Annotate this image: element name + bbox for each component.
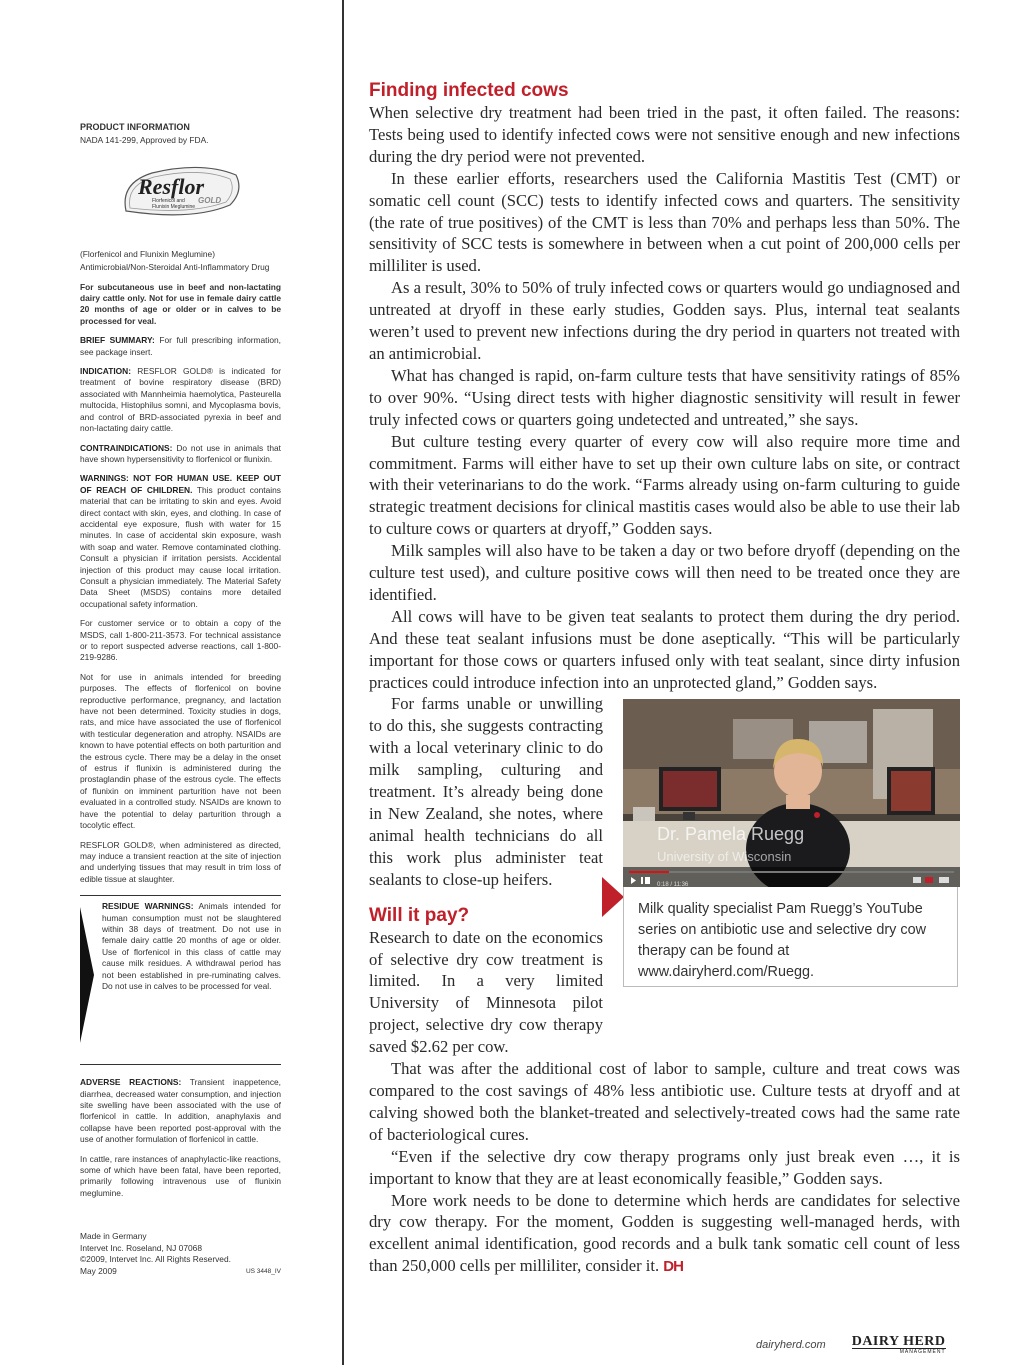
resflor-gold-logo <box>112 165 244 217</box>
drug-class: Antimicrobial/Non-Steroidal Anti-Inflammatory Drug <box>80 262 270 273</box>
heading-finding-infected-cows: Finding infected cows <box>369 80 569 101</box>
paragraph: In these earlier efforts, researchers used the California Mastitis Test (CMT) or somatic cell count (SCC) tests to identify infected cows and quarters. The sensitivity (the rate of true positives) of the CMT is less than 70% and perhaps less than 50%. The sensitivity of SCC tests is somewhere in between when a cut point of 200,000 cells per milliliter is used. <box>369 168 960 276</box>
paragraph-final <box>369 1190 960 1279</box>
residue-label: RESIDUE WARNINGS: <box>102 901 194 912</box>
residue-warnings <box>102 901 281 992</box>
issue-date: May 2009 <box>80 1265 117 1276</box>
paragraph: “Even if the selective dry cow therapy programs only just break even …, it is important to know that they are at least economically feasible,” Godden says. <box>369 1146 960 1188</box>
brand-sub: MANAGEMENT <box>852 1348 946 1355</box>
paragraph: Research to date on the economics of selective dry cow treatment is limited. In a very limited University of Minnesota pilot project, selective dry cow therapy saved $2.62 per cow. <box>369 927 603 1057</box>
manufacturer: Intervet Inc. Roseland, NJ 07068 <box>80 1242 202 1253</box>
contraindications-text: Do not use in animals that have shown hypersensitivity to florfenicol or flunixin. <box>80 442 281 464</box>
brief-summary <box>80 335 281 358</box>
indication-text: RESFLOR GOLD® is indicated for treatment of bovine respiratory disease (BRD) associated with Mannheimia haemolytica, Pasteurella multocida, Histophilus somni, and Mycoplasma bovis, and control of BRD-associated pyrexia in beef and non-lactating dairy cattle. <box>80 366 281 434</box>
adverse-text: Transient inappetence, diarrhea, decreased water consumption, and injection site swelling have been associated with the use of florfenicol in cattle. In addition, anaphylaxis and collapse have been reported post-approval with the use of another formulation of florfenicol in cattle. <box>80 1077 281 1145</box>
box-rule-top <box>80 895 281 896</box>
product-info-title: PRODUCT INFORMATION <box>80 122 190 132</box>
contraindications-label: CONTRAINDICATIONS: <box>80 442 173 453</box>
figure-caption: Milk quality specialist Pam Ruegg’s YouTube series on antibiotic use and selective dry cow therapy can be found at www.dairyherd.com/Ruegg. <box>623 887 958 987</box>
paragraph: Milk samples will also have to be taken a day or two before dryoff (depending on the culture test used), and culture positive cows will then need to be treated once they are identified. <box>369 541 960 604</box>
product-code: US 3448_IV <box>245 1267 281 1275</box>
manufacturer-block <box>80 1231 281 1277</box>
youtube-video-still[interactable] <box>623 699 960 887</box>
customer-service: For customer service or to obtain a copy of the MSDS, call 1-800-211-3573. For technical assistance or to report suspected adverse reactions, call 1-800-219-9286. <box>80 618 281 663</box>
brief-summary-text: For full prescribing information, see package insert. <box>80 335 282 357</box>
paragraph: As a result, 30% to 50% of truly infected cows or quarters would go undiagnosed and untreated at dryoff in these early studies, Godden says. Plus, internal teat sealants weren’t used to prevent new infections during the dry period in quarters not treated with an antimicrobial. <box>369 278 960 363</box>
breeding-note: Not for use in animals intended for breeding purposes. The effects of florfenicol on bovine reproductive performance, pregnancy, and lactation have not been determined. Toxicity studies in dogs, rats, and mice have associated the use of florfenicol with testicular degeneration and atrophy. NSAIDs are known to have potential effects on both parturition and the estrous cycle. There may be a delay in the onset of estrus if flunixin is administered during the prostaglandin phase of the estrous cycle. The effects of flunixin on imminent parturition have not been evaluated in a controlled study. NSAIDs are known to have the potential to delay parturition through a tocolytic effect. <box>80 671 281 831</box>
product-information-column <box>80 122 281 1277</box>
video-time: 0:18 / 11:36 <box>657 882 689 888</box>
article-column <box>369 80 960 1278</box>
residue-warnings-box <box>80 901 281 1051</box>
box-rule-bottom <box>80 1064 281 1065</box>
play-triangle-icon <box>602 877 624 917</box>
warnings <box>80 473 281 610</box>
indication-label: INDICATION: <box>80 366 132 377</box>
logo-sub1: Florfenicol and <box>152 197 185 204</box>
nada-approval: NADA 141-299, Approved by FDA. <box>80 135 209 146</box>
adverse-label: ADVERSE REACTIONS: <box>80 1077 182 1088</box>
adverse-reactions <box>80 1077 281 1145</box>
warnings-text: This product contains material that can be irritating to skin and eyes. Avoid direct contact with skin, eyes, and clothing. In case of accidental eye exposure, flush with water for 15 minutes. In case of accidental skin exposure, wash with soap and water. Remove contaminated clothing. Consult a physician if irritation persists. Accidental injection of this product may cause local irritation. Consult a physician immediately. The Material Safety Data Sheet (MSDS) contains more detailed occupational safety information. <box>80 484 281 609</box>
paragraph: All cows will have to be given teat sealants to protect them during the dry period. And these teat sealant infusions must be done aseptically. “This will be particularly important for those cows or quarters infused only with teat sealant, since dirty infusion practices could introduce infection into an unprotected gland,” Godden says. <box>369 606 960 692</box>
final-paragraph-text: More work needs to be done to determine which herds are candidates for selective dry cow therapy. For the moment, Godden is suggesting well-managed herds, with excellent animal identification, good records and a bulk tank somatic cell count of less than 250,000 cells per milliliter, consider it. <box>369 1190 960 1276</box>
made-in: Made in Germany <box>80 1231 147 1242</box>
contraindications <box>80 443 281 466</box>
video-figure <box>623 699 960 1026</box>
footer-url[interactable]: dairyherd.com <box>756 1339 826 1351</box>
column-divider <box>342 0 344 1365</box>
paragraph: That was after the additional cost of labor to sample, culture and treat cows was compared to the cost savings of 48% less antibiotic use. Culture tests at dryoff and at calving showed both the blanket-treated and selectively-treated cows had the same rate of bacteriological cures. <box>369 1059 960 1144</box>
generic-name: (Florfenicol and Flunixin Meglumine) <box>80 248 215 259</box>
use-statement: For subcutaneous use in beef and non-lactating dairy cattle only. Not for use in female dairy cattle 20 months of age or older or in calves to be processed for veal. <box>80 281 281 326</box>
logo-brand-text: Resflor <box>138 173 204 199</box>
arrow-marker-icon <box>80 907 94 1043</box>
dairy-herd-logo <box>852 1335 946 1355</box>
indication <box>80 366 281 434</box>
copyright: ©2009, Intervet Inc. All Rights Reserved. <box>80 1254 231 1265</box>
video-overlay-name: Dr. Pamela Ruegg <box>657 824 805 845</box>
page-footer <box>756 1334 962 1356</box>
brand-name: DAIRY HERD <box>851 1334 946 1349</box>
dh-end-mark: DH <box>663 1258 683 1276</box>
video-overlay-affiliation: University of Wisconsin <box>657 849 792 865</box>
warnings-label: WARNINGS: NOT FOR HUMAN USE. KEEP OUT OF REACH OF CHILDREN. <box>80 473 281 495</box>
anaphylactic-note: In cattle, rare instances of anaphylactic-like reactions, some of which have been fatal, have been reported, primarily following intravenous use of flunixin meglumine. <box>80 1153 281 1198</box>
injection-site-note: RESFLOR GOLD®, when administered as directed, may induce a transient reaction at the site of injection and underlying tissues that may result in trim loss of edible tissue at slaughter. <box>80 839 281 884</box>
residue-text: Animals intended for human consumption must not be slaughtered within 38 days of treatment. Do not use in female dairy cattle 20 months of age or older. Use of florfenicol in this class of cattle may cause milk residues. A withdrawal period has not been established in pre-ruminating calves. Do not use in calves to be processed for veal. <box>102 901 281 991</box>
paragraph: What has changed is rapid, on-farm culture tests that have sensitivity ratings of 85% to over 90%. “Using direct tests with higher diagnostic sensitivity will result in fewer truly infected cows or quarters going undetected and untreated,” she says. <box>369 365 960 429</box>
brief-summary-label: BRIEF SUMMARY: <box>80 335 155 346</box>
paragraph: When selective dry treatment had been tried in the past, it often failed. The reasons: Tests being used to identify infected cows were not sensitive enough and new infections during the dry period were not prevented. <box>369 103 960 166</box>
logo-sub2: Flunixin Meglumine <box>152 203 196 210</box>
paragraph: For farms unable or unwilling to do this, she suggests contracting with a local veterinary clinic to do milk sampling, culturing and treatment. It’s already being done in New Zealand, she notes, where animal health technicians do all this work plus administer teat sealants to close-up heifers. <box>369 694 603 889</box>
paragraph: But culture testing every quarter of every cow will also require more time and commitment. Farms will either have to set up their own culture labs on site, or contract with their veterinarians to do the work. “Farms already using on-farm culturing to guide strategic treatment decisions for clinical mastitis cases would also be able to use their lab to culture cows or quarters at dryoff,” Godden says. <box>369 431 960 539</box>
logo-gold-text: GOLD <box>198 195 222 205</box>
heading-will-it-pay: Will it pay? <box>369 904 470 926</box>
